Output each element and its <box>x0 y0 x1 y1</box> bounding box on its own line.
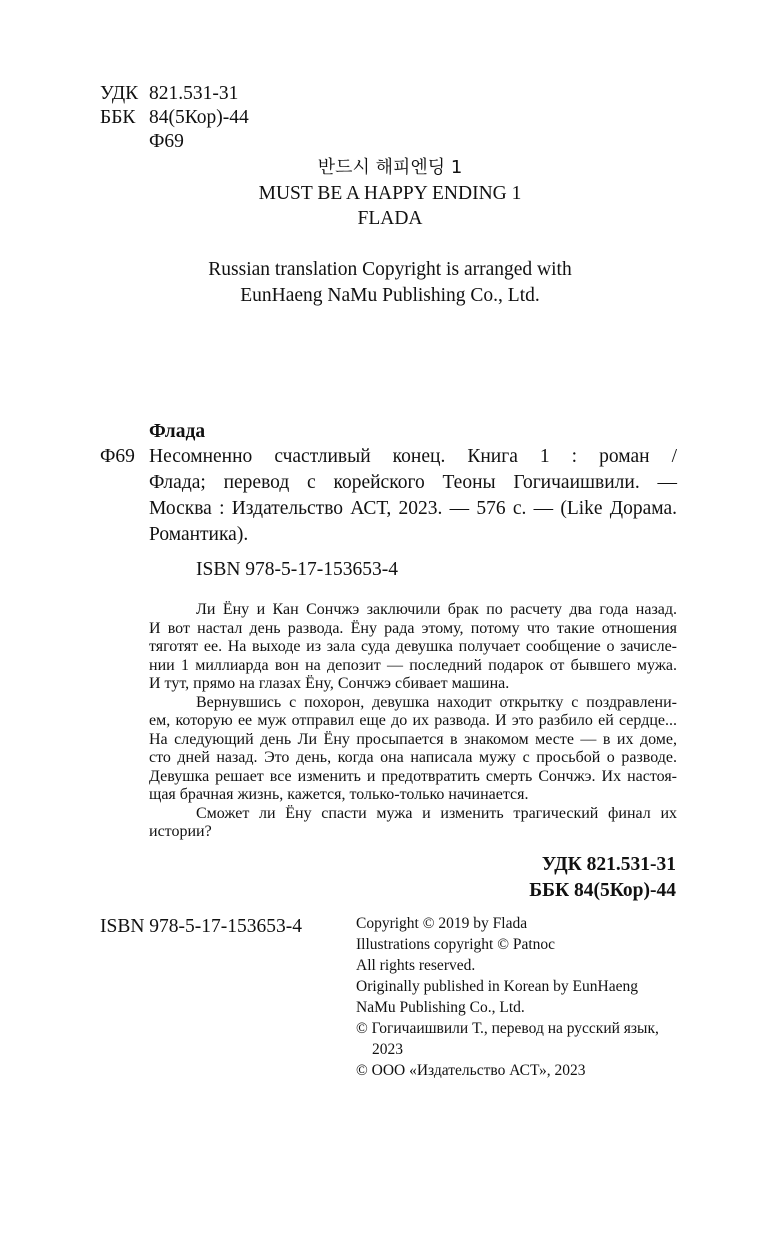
annotation-line: Ли Ёну и Кан Сончжэ заключили брак по расчету два года назад. <box>196 601 677 618</box>
original-title-english: MUST BE A HAPPY ENDING 1 <box>258 183 522 204</box>
header-bbk-label: ББК <box>100 107 136 128</box>
catalog-isbn: ISBN 978-5-17-153653-4 <box>196 559 399 580</box>
catalog-line: Флада; перевод с корейского Теоны Гогичаишвили. — <box>149 472 677 493</box>
header-udk-value: 821.531-31 <box>149 83 239 104</box>
annotation-line: Сможет ли Ёну спасти мужа и изменить трагический финал их <box>196 804 677 822</box>
classification-udk: УДК 821.531-31 <box>541 854 676 875</box>
catalog-mark: Ф69 <box>100 446 135 467</box>
catalog-description <box>149 444 677 548</box>
annotation-line: Девушка решает все изменить и предотвратить смерть Сончжэ. Их настоя- <box>149 767 677 785</box>
copyright-line: © ООО «Издательство АСТ», 2023 <box>356 1062 586 1079</box>
original-title-author: FLADA <box>357 208 423 229</box>
annotation-line: тяготят ее. На выходе из зала суда девушка получает сообщение о зачисле- <box>149 638 677 655</box>
annotation-line: На следующий день Ли Ёну просыпается в знакомом месте — в их доме, <box>149 730 677 748</box>
catalog-author: Флада <box>149 421 206 442</box>
catalog-line: Москва : Издательство АСТ, 2023. — 576 с. — (Like Дорама. <box>149 498 677 519</box>
header-udk-label: УДК <box>100 83 139 104</box>
annotation <box>149 601 677 842</box>
annotation-line: сто дней назад. Это день, когда она написала мужу с просьбой о разводе. <box>149 749 677 766</box>
annotation-line: истории? <box>149 823 212 840</box>
header-author-mark: Ф69 <box>149 131 184 152</box>
annotation-line: И вот настал день развода. Ёну рада этому, потому что такие отношения <box>149 619 677 637</box>
rights-notice-line1: Russian translation Copyright is arranged with <box>208 259 572 280</box>
classification-bbk: ББК 84(5Кор)-44 <box>529 880 676 901</box>
annotation-line: нии 1 миллиарда вон на депозит — последний подарок от бывшего мужа. <box>149 656 677 674</box>
original-title-korean: 반드시 해피엔딩 1 <box>317 157 463 178</box>
annotation-line: И тут, прямо на глазах Ёну, Сончжэ сбивает машина. <box>149 675 510 692</box>
rights-notice-line2: EunHaeng NaMu Publishing Co., Ltd. <box>240 285 540 306</box>
copyright-line: NaMu Publishing Co., Ltd. <box>356 999 525 1016</box>
copyright-line: 2023 <box>372 1041 403 1058</box>
copyright-line: © Гогичаишвили Т., перевод на русский язык, <box>356 1020 659 1037</box>
copyright-line: Copyright © 2019 by Flada <box>356 915 528 932</box>
annotation-line: ем, которую ее муж отправил еще до их развода. И это разбило ей сердце... <box>149 712 677 729</box>
copyright-line: All rights reserved. <box>356 957 476 974</box>
annotation-line: щая брачная жизнь, кажется, только-только начинается. <box>149 786 529 803</box>
catalog-line: Несомненно счастливый конец. Книга 1 : роман / <box>149 446 677 467</box>
catalog-line: Романтика). <box>149 524 249 545</box>
copyright-line: Illustrations copyright © Patnoc <box>356 936 556 953</box>
copyright-line: Originally published in Korean by EunHaeng <box>356 978 638 995</box>
annotation-line: Вернувшись с похорон, девушка находит открытку с поздравлени- <box>196 693 677 711</box>
footer-isbn: ISBN 978-5-17-153653-4 <box>100 916 303 937</box>
footer-copyright <box>356 913 659 1081</box>
header-bbk-value: 84(5Кор)-44 <box>149 107 249 128</box>
